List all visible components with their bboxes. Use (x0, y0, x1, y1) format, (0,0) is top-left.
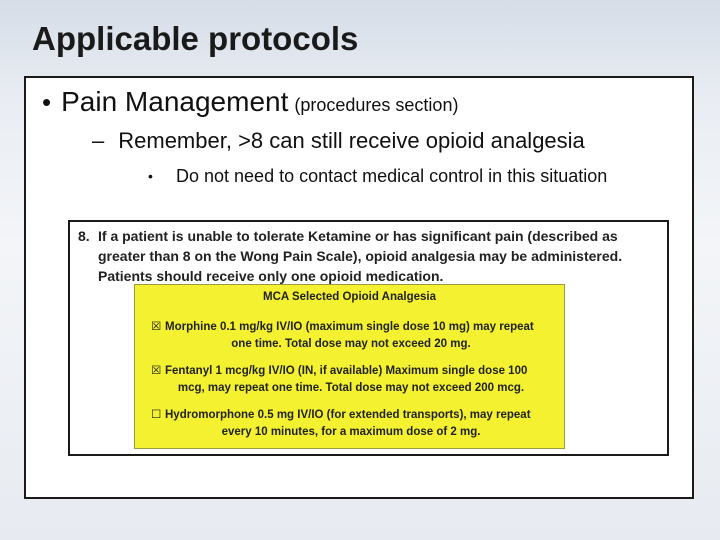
option-line1: Hydromorphone 0.5 mg IV/IO (for extended transports), may repeat (165, 409, 531, 421)
option-hydromorphone (151, 407, 551, 441)
protocol-item (78, 226, 666, 286)
option-line2: every 10 minutes, for a maximum dose of 2 mg. (221, 426, 481, 438)
bullet-symbol: • (42, 87, 52, 117)
opioid-analgesia-box (134, 284, 565, 449)
option-line1: Morphine 0.1 mg/kg IV/IO (maximum single dose 10 mg) may repeat (165, 321, 534, 333)
bullet-pain-management (42, 86, 458, 118)
protocol-document-excerpt (68, 220, 669, 456)
dash-symbol: – (92, 128, 105, 153)
opioid-box-title: MCA Selected Opioid Analgesia (263, 291, 436, 303)
unchecked-box-icon: ☐ (151, 409, 162, 421)
option-line2: mcg, may repeat one time. Total dose may not exceed 200 mcg. (177, 382, 525, 394)
option-line1: Fentanyl 1 mcg/kg IV/IO (IN, if available) Maximum single dose 100 (165, 365, 528, 377)
item-number: 8. (78, 228, 90, 244)
bullet-sub-text: (procedures section) (294, 95, 459, 115)
item-text: If a patient is unable to tolerate Ketamine or has significant pain (described as greater than 8 on the Wong Pain Scale), opioid analgesia may be administered. Patients should receive only one opioid medication. (98, 228, 623, 284)
slide-title: Applicable protocols (32, 20, 359, 57)
checked-box-icon: ☒ (151, 365, 162, 377)
option-line2: one time. Total dose may not exceed 20 mg. (231, 338, 471, 350)
option-fentanyl (151, 363, 551, 397)
bullet-remember (92, 128, 585, 154)
option-morphine (151, 319, 551, 353)
checked-box-icon: ☒ (151, 321, 162, 333)
remember-text: Remember, >8 can still receive opioid analgesia (118, 128, 585, 153)
medical-control-text: Do not need to contact medical control in this situation (176, 166, 608, 186)
bullet-symbol-small: • (148, 168, 153, 184)
bullet-medical-control (148, 164, 668, 188)
bullet-main-text: Pain Management (61, 86, 289, 117)
